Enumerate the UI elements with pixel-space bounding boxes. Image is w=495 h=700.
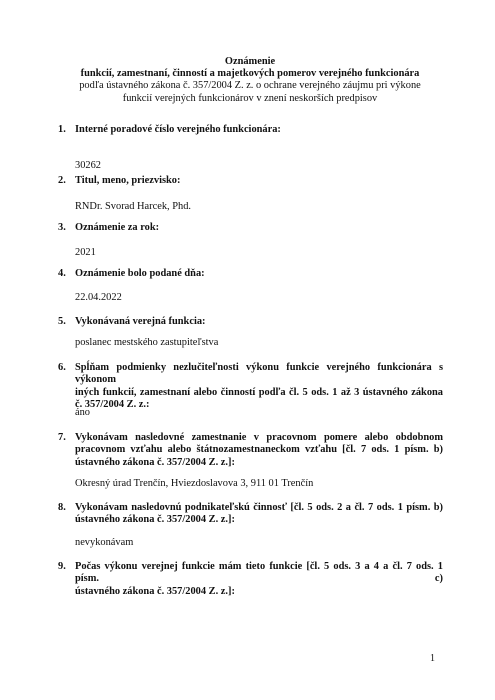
question-text: Oznámenie za rok: [75, 222, 160, 233]
item-7-answer: Okresný úrad Trenčín, Hviezdoslavova 3, 911 01 Trenčín [75, 478, 314, 489]
question-text: ústavného zákona č. 357/2004 Z. z.]: [75, 514, 235, 526]
item-4-answer: 22.04.2022 [75, 292, 122, 303]
question-text: pracovnom vzťahu alebo štátnozamestnaneckom vzťahu [čl. 7 ods. 1 písm. b) [75, 444, 443, 456]
question-text: ústavného zákona č. 357/2004 Z. z.]: [75, 456, 235, 468]
document-header [60, 56, 440, 105]
question-text: Vykonávam nasledovné zamestnanie v pracovnom pomere alebo obdobnom [75, 432, 443, 443]
item-5-answer: poslanec mestského zastupiteľstva [75, 337, 219, 348]
question-text: Vykonávam nasledovnú podnikateľskú činnosť [čl. 5 ods. 2 a čl. 7 ods. 1 písm. b) [75, 502, 443, 513]
item-2-question [58, 175, 443, 189]
item-number: 2. [58, 175, 66, 186]
document-subtitle: funkcií, zamestnaní, činností a majetkových pomerov verejného funkcionára [80, 68, 420, 80]
item-number: 5. [58, 316, 66, 327]
item-number: 6. [58, 362, 66, 373]
question-text: Interné poradové číslo verejného funkcionára: [75, 124, 281, 135]
item-8-answer: nevykonávam [75, 537, 134, 548]
page-number: 1 [430, 653, 435, 664]
item-7-question [58, 432, 443, 472]
item-6-answer: áno [75, 407, 91, 418]
item-9-question [58, 561, 443, 597]
item-number: 3. [58, 222, 66, 233]
document-title: Oznámenie [224, 56, 276, 67]
item-3-question [58, 222, 443, 236]
item-3-answer: 2021 [75, 247, 96, 258]
question-text: Počas výkonu verejnej funkcie mám tieto funkcie [čl. 5 ods. 3 a 4 a čl. 7 ods. 1 písm. c) [75, 561, 443, 585]
item-4-question [58, 268, 443, 282]
item-5-question [58, 316, 443, 330]
question-text: Vykonávaná verejná funkcia: [75, 316, 206, 327]
question-text: ústavného zákona č. 357/2004 Z. z.]: [75, 585, 235, 597]
item-1-answer: 30262 [75, 160, 101, 171]
item-number: 9. [58, 561, 66, 572]
item-number: 8. [58, 502, 66, 513]
item-number: 7. [58, 432, 66, 443]
item-number: 4. [58, 268, 66, 279]
item-6-question [58, 362, 443, 411]
question-text: Oznámenie bolo podané dňa: [75, 268, 205, 279]
item-number: 1. [58, 124, 66, 135]
item-8-question [58, 502, 443, 530]
document-law-reference: podľa ústavného zákona č. 357/2004 Z. z. o ochrane verejného záujmu pri výkone [79, 80, 421, 92]
question-text: č. 357/2004 Z. z.: [75, 399, 150, 411]
question-text: iných funkcií, zamestnaní alebo činností podľa čl. 5 ods. 1 až 3 ústavného zákona [75, 386, 443, 398]
item-2-answer: RNDr. Svorad Harcek, Phd. [75, 201, 192, 212]
item-1-question [58, 124, 443, 138]
document-law-reference-cont: funkcií verejných funkcionárov v znení neskorších predpisov [122, 92, 378, 104]
question-text: Titul, meno, priezvisko: [75, 175, 181, 186]
question-text: Spĺňam podmienky nezlučiteľnosti výkonu funkcie verejného funkcionára s výkonom [75, 362, 443, 386]
